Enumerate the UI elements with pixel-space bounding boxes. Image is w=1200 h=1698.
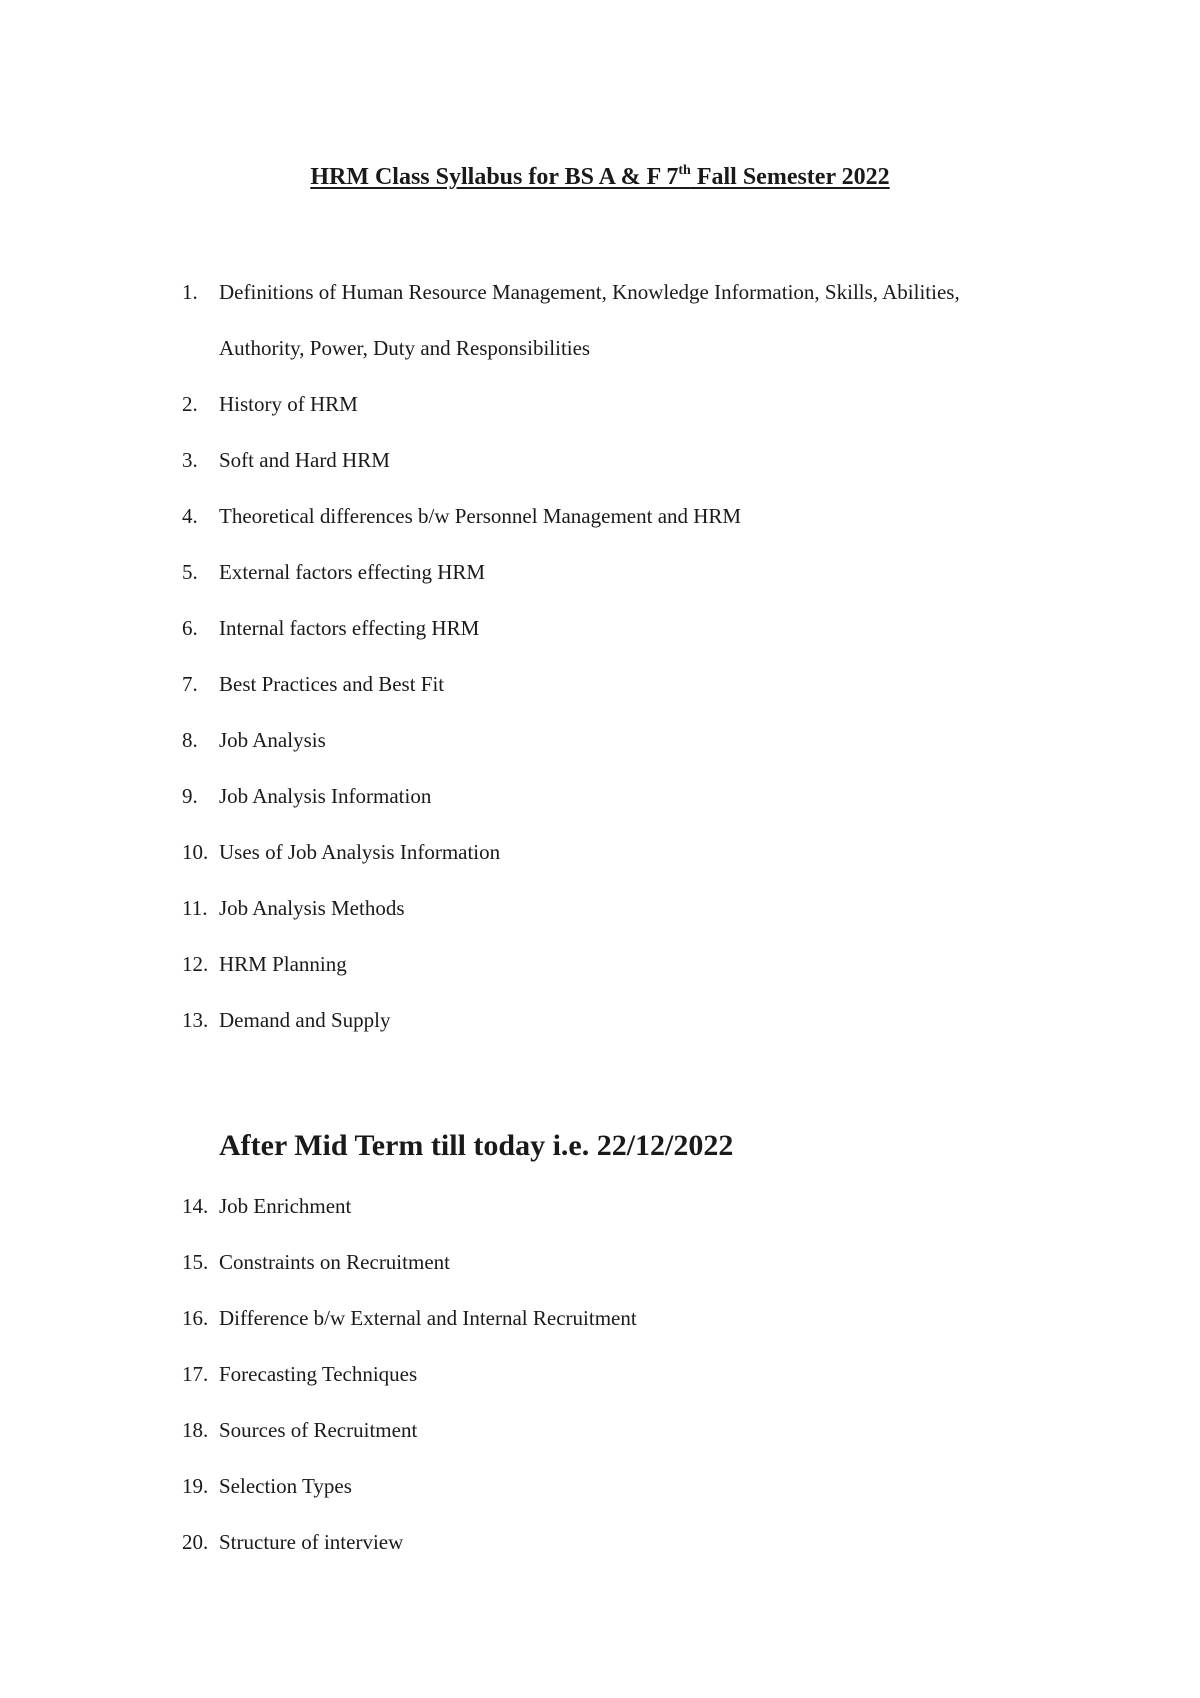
- item-text: Selection Types: [219, 1474, 352, 1498]
- item-number: 15.: [182, 1250, 209, 1274]
- item-number: 17.: [182, 1362, 209, 1386]
- page-title: [0, 162, 1200, 192]
- item-text: Job Analysis: [219, 728, 326, 752]
- item-text: Uses of Job Analysis Information: [219, 840, 501, 864]
- item-number: 19.: [182, 1474, 209, 1498]
- item-text: Definitions of Human Resource Management, Knowledge Information, Skills, Abilities, Authority, Power, Duty and Responsibilities: [219, 280, 960, 360]
- item-text: Constraints on Recruitment: [219, 1250, 450, 1274]
- item-number: 9.: [182, 784, 198, 808]
- title-superscript: th: [678, 163, 691, 179]
- item-text: Best Practices and Best Fit: [219, 672, 445, 696]
- title-rest: Fall Semester 2022: [690, 164, 890, 191]
- section-heading-after-midterm: After Mid Term till today i.e. 22/12/2022: [219, 1128, 734, 1162]
- item-text: Soft and Hard HRM: [219, 448, 390, 472]
- item-text: Theoretical differences b/w Personnel Management and HRM: [219, 504, 742, 528]
- item-text: Sources of Recruitment: [219, 1418, 418, 1442]
- item-text: Forecasting Techniques: [219, 1362, 418, 1386]
- item-text: Job Enrichment: [219, 1194, 352, 1218]
- item-text: HRM Planning: [219, 952, 347, 976]
- item-text: External factors effecting HRM: [219, 560, 486, 584]
- item-text: Demand and Supply: [219, 1008, 391, 1032]
- item-text: Structure of interview: [219, 1530, 404, 1554]
- item-text: Difference b/w External and Internal Recruitment: [219, 1306, 637, 1330]
- item-number: 20.: [182, 1530, 209, 1554]
- item-number: 3.: [182, 448, 198, 472]
- item-text: Job Analysis Information: [219, 784, 432, 808]
- item-number: 14.: [182, 1194, 209, 1218]
- item-number: 16.: [182, 1306, 209, 1330]
- item-number: 2.: [182, 392, 198, 416]
- item-number: 5.: [182, 560, 198, 584]
- item-number: 4.: [182, 504, 198, 528]
- item-number: 1.: [182, 280, 198, 304]
- title-main: HRM Class Syllabus for BS A & F 7: [310, 164, 679, 191]
- item-number: 7.: [182, 672, 198, 696]
- item-number: 12.: [182, 952, 209, 976]
- item-number: 6.: [182, 616, 198, 640]
- item-text: Internal factors effecting HRM: [219, 616, 480, 640]
- item-number: 11.: [182, 896, 208, 920]
- item-number: 10.: [182, 840, 209, 864]
- item-number: 13.: [182, 1008, 209, 1032]
- item-text: History of HRM: [219, 392, 358, 416]
- item-number: 8.: [182, 728, 198, 752]
- item-number: 18.: [182, 1418, 209, 1442]
- item-text: Job Analysis Methods: [219, 896, 405, 920]
